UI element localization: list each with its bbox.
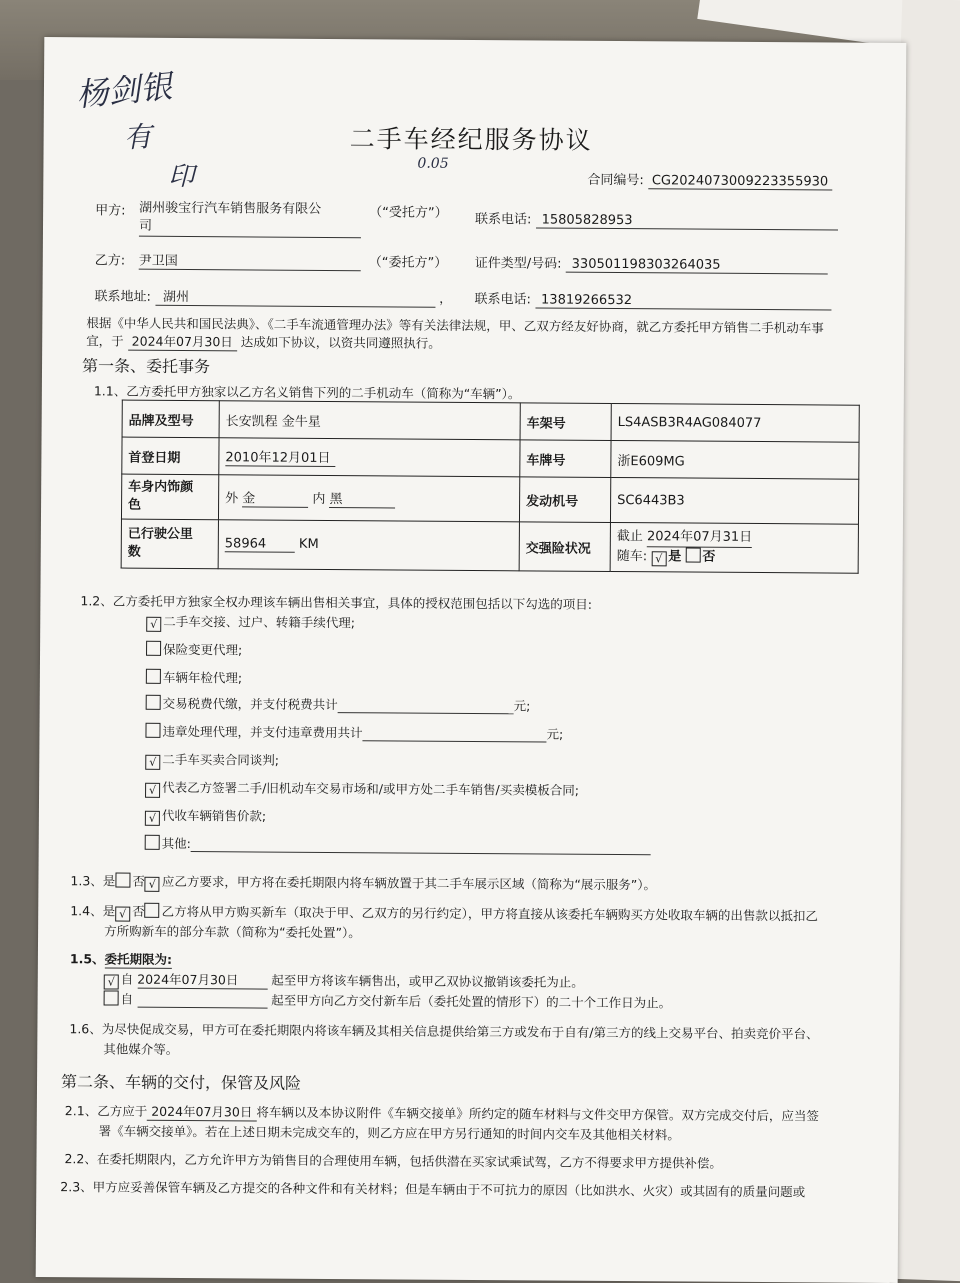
party-a-name: 湖州骏宝行汽车销售服务有限公 司 — [139, 200, 361, 239]
clause-2-2: 2.2、在委托期限内，乙方允许甲方为销售目的合理使用车辆，包括供潜在买家试乘试驾，乙方不得要求甲方提供补偿。 — [64, 1151, 722, 1171]
checkbox-checked[interactable]: √ — [146, 617, 161, 632]
option-blank[interactable] — [338, 697, 514, 714]
checkbox[interactable] — [145, 723, 160, 738]
table-row: 车身内饰颜 色 外 金 内 黑 发动机号 SC6443B3 — [121, 474, 858, 524]
checkbox-checked[interactable]: √ — [104, 974, 119, 989]
handwritten-mark: 印 — [168, 161, 195, 193]
checkbox-checked[interactable]: √ — [651, 551, 666, 566]
clause-2-1: 2.1、乙方应于 2024年07月30日 将车辆以及本协议附件《车辆交接单》所约定的随车材料与文件交甲方保管。双方完成交付后，应当签 — [64, 1103, 819, 1124]
option-label: 车辆年检代理; — [162, 669, 243, 686]
handwritten-name: 杨剑银 — [74, 66, 174, 115]
party-b-phone: 联系电话: 13819266532 — [474, 288, 831, 310]
article2-heading: 第二条、车辆的交付，保管及风险 — [60, 1072, 302, 1093]
party-b-role: （“委托方”） — [368, 255, 448, 271]
checkbox-checked[interactable]: √ — [145, 783, 160, 798]
table-row: 品牌及型号 长安凯程 金牛星 车架号 LS4ASB3R4AG084077 — [122, 400, 859, 442]
party-b-name: 尹卫国 — [139, 250, 361, 272]
checkbox[interactable] — [146, 695, 161, 710]
intro-line: 宜，于 2024年07月30日 达成如下协议，以资共同遵照执行。 — [86, 333, 441, 351]
option-label: 二手车交接、过户、转籍手续代理; — [163, 613, 356, 631]
clause-1-5: 1.5、委托期限为: — [69, 951, 173, 967]
option-label: 保险变更代理; — [163, 641, 243, 658]
clause-1-1: 1.1、乙方委托甲方独家以乙方名义销售下列的二手机动车（简称为“车辆”）。 — [93, 383, 521, 402]
intro-line: 根据《中华人民共和国民法典》、《二手车流通管理办法》等有关法律法规，甲、乙双方经友好协商，就乙方委托甲方销售二手机动车事 — [86, 315, 824, 336]
clause-1-3: 1.3、是 否 √ 应乙方要求，甲方将在委托期限内将车辆放置于其二手车展示区域（简称为“展示服务”）。 — [70, 873, 657, 893]
authorization-option — [146, 612, 355, 633]
checkbox[interactable] — [685, 547, 700, 562]
clause-1-6-cont: 其他媒介等。 — [103, 1041, 179, 1057]
clause-2-3: 2.3、甲方应妥善保管车辆及乙方提交的各种文件和有关材料；但是车辆由于不可抗力的原因（比如洪水、火灾）或其固有的质量问题或 — [60, 1179, 806, 1200]
clause-1-4: 1.4、是 √ 否 乙方将从甲方购买新车（取决于甲、乙双方的另行约定），甲方将直接从该委托车辆购买方处收取车辆的出售款以抵扣乙 — [70, 903, 818, 924]
table-row: 首登日期 2010年12月01日 车牌号 浙E609MG — [122, 437, 859, 479]
vehicle-table — [121, 400, 860, 574]
authorization-option — [146, 640, 242, 659]
page-title: 二手车经纪服务协议 — [349, 124, 593, 155]
option-label: 违章处理代理，并支付违章费用共计 — [162, 723, 363, 741]
checkbox-checked[interactable]: √ — [145, 811, 160, 826]
term-option-2: 自 起至甲方向乙方交付新车后（委托处置的情形下）的二十个工作日为止。 — [104, 989, 672, 1011]
clause-2-1-cont: 署《车辆交接单》。若在上述日期未完成交车的，则乙方应在甲方另行通知的时间内交车及其他相关材料。 — [98, 1123, 681, 1143]
authorization-option — [145, 778, 579, 801]
checkbox[interactable] — [104, 990, 119, 1005]
option-label: 代表乙方签署二手/旧机动车交易市场和/或甲方处二手车销售/买卖模板合同; — [162, 779, 580, 798]
handwritten-mark: 有 — [122, 119, 153, 155]
party-a-label: 甲方: — [95, 203, 126, 219]
clause-1-4-cont: 方所购新车的部分车款（简称为“委托处置”）。 — [104, 923, 361, 941]
authorization-option — [145, 806, 266, 827]
option-suffix: 元; — [513, 698, 531, 714]
checkbox[interactable] — [145, 835, 160, 850]
option-suffix: 元; — [546, 726, 564, 742]
option-label: 其他: — [161, 835, 191, 852]
party-b-label: 乙方: — [94, 253, 126, 269]
party-a-role: （“受托方”） — [369, 205, 448, 221]
option-label: 二手车买卖合同谈判; — [162, 751, 280, 768]
handwritten-note: 0.05 — [417, 155, 449, 172]
authorization-option — [146, 668, 242, 687]
table-row: 已行驶公里 数 58964 KM 交强险状况 截止 2024年07月31日 随车: √ 是 否 — [121, 519, 858, 573]
party-a-phone: 联系电话: 15805828953 — [475, 208, 838, 231]
authorization-option — [145, 750, 279, 771]
checkbox[interactable] — [146, 669, 161, 684]
clause-1-2: 1.2、乙方委托甲方独家全权办理该车辆出售相关事宜，具体的授权范围包括以下勾选的项目: — [80, 593, 593, 612]
option-blank[interactable] — [191, 836, 651, 855]
authorization-option — [146, 694, 531, 715]
authorization-option — [145, 834, 651, 856]
contract-number: 合同编号: CG2024073009223355930 — [587, 169, 832, 191]
contract-page — [36, 37, 907, 1283]
article1-heading: 第一条、委托事务 — [81, 356, 211, 377]
checkbox-checked[interactable]: √ — [115, 907, 130, 922]
option-blank[interactable] — [362, 725, 546, 742]
checkbox[interactable] — [115, 873, 130, 888]
option-label: 交易税费代缴，并支付税费共计 — [162, 695, 338, 713]
authorization-option — [145, 722, 563, 743]
clause-1-6: 1.6、为尽快促成交易，甲方可在委托期限内将该车辆及其相关信息提供给第三方或发布于自有/第三方的线上交易平台、拍卖竞价平台、 — [69, 1021, 819, 1042]
checkbox[interactable] — [146, 641, 161, 656]
checkbox-checked[interactable]: √ — [145, 877, 160, 892]
checkbox-checked[interactable]: √ — [145, 755, 160, 770]
term-option-1: √ 自 2024年07月30日 起至甲方将该车辆售出，或甲乙双协议撤销该委托为止。 — [104, 969, 584, 992]
party-b-address: 联系地址: 湖州 ， — [94, 285, 452, 307]
option-label: 代收车辆销售价款; — [161, 807, 267, 824]
checkbox[interactable] — [145, 903, 160, 918]
party-b-id: 证件类型/号码: 330501198303264035 — [475, 252, 828, 274]
